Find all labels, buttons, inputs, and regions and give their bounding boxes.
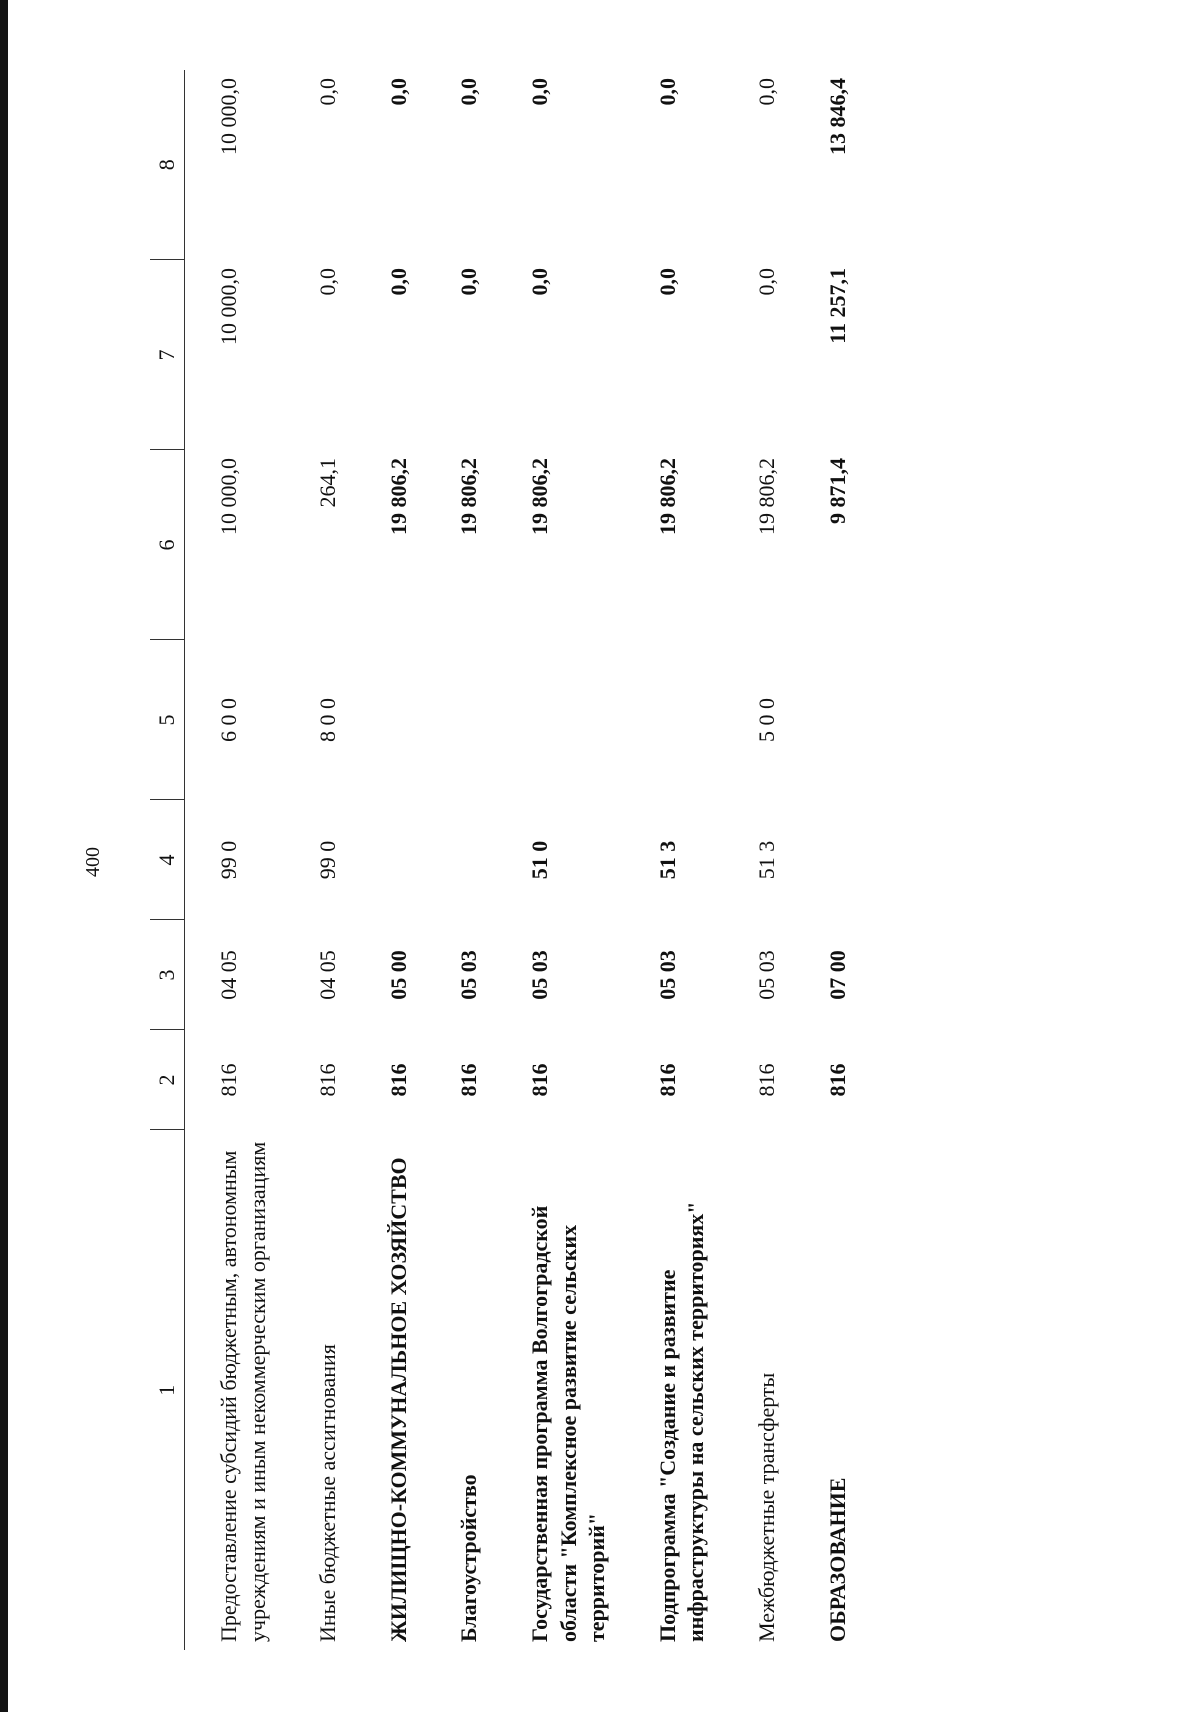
row-c7: 11 257,1 [824,268,850,344]
table-row [624,70,723,1650]
row-c8: 0,0 [456,78,482,106]
row-c2: 816 [315,1063,341,1097]
row-c2: 816 [526,1063,552,1097]
row-c5 [496,640,624,800]
row-c8: 0,0 [654,78,680,106]
table-row [496,70,624,1650]
header-cell: 1 [150,1130,185,1650]
row-c3: 05 03 [526,950,552,1000]
row-c7: 0,0 [753,268,779,296]
row-c8: 13 846,4 [824,78,850,155]
row-c3: 05 03 [654,950,680,1000]
row-c3: 05 03 [456,950,482,1000]
row-c5: 5 0 0 [753,698,779,742]
row-name: Иные бюджетные ассигнования [315,1344,341,1642]
row-name: Государственная программа Волгоградской области "Комплексное развитие сельских территорий" [526,1205,610,1642]
row-c2: 816 [753,1063,779,1097]
header-cell: 2 [150,1030,185,1130]
row-c6: 19 806,2 [526,458,552,535]
row-c4: 51 0 [526,840,552,880]
row-c6: 19 806,2 [753,458,779,535]
table-row [355,70,426,1650]
row-c6: 19 806,2 [385,458,411,535]
row-c3: 07 00 [824,950,850,1000]
row-c6: 10 000,0 [216,458,241,535]
row-c3: 04 05 [216,950,241,1000]
row-c5 [355,640,426,800]
row-c4: 99 0 [216,840,241,880]
row-c6: 264,1 [315,458,341,508]
row-c5 [624,640,723,800]
row-c3: 05 03 [753,950,779,1000]
row-c8: 0,0 [526,78,552,106]
header-cell: 8 [150,70,185,260]
row-c4: 51 3 [753,840,779,880]
row-c2: 816 [824,1063,850,1097]
row-c5: 6 0 0 [216,698,241,742]
header-cell: 4 [150,800,185,920]
row-c7: 0,0 [526,268,552,296]
row-c5 [425,640,496,800]
row-c4 [355,800,426,920]
row-c6: 19 806,2 [654,458,680,535]
row-c7: 0,0 [315,268,341,296]
row-name: Подпрограмма "Создание и развитие инфраструктуры на сельских территориях" [654,1201,709,1642]
row-c7: 0,0 [385,268,411,296]
table-row [284,70,355,1650]
row-c4: 99 0 [315,840,341,880]
header-cell: 6 [150,450,185,640]
row-c8: 0,0 [753,78,779,106]
header-cell: 3 [150,920,185,1030]
row-c8: 0,0 [385,78,411,106]
row-c2: 816 [654,1063,680,1097]
header-cell: 5 [150,640,185,800]
rotated-table-container [150,70,1050,1650]
table-row [794,70,865,1650]
table-row [185,70,285,1650]
row-c2: 816 [216,1063,241,1097]
row-c3: 04 05 [315,950,341,1000]
row-c8: 0,0 [315,78,341,106]
row-name: Благоустройство [456,1474,482,1642]
row-c5 [794,640,865,800]
row-c2: 816 [456,1063,482,1097]
row-c7: 10 000,0 [216,268,241,345]
row-c6: 9 871,4 [824,458,850,524]
header-cell: 7 [150,260,185,450]
row-name: ЖИЛИЩНО-КОММУНАЛЬНОЕ ХОЗЯЙСТВО [385,1157,411,1642]
budget-table [150,70,864,1650]
row-c4: 51 3 [654,840,680,880]
row-c2: 816 [385,1063,411,1097]
table-header-row [150,70,185,1650]
row-name: ОБРАЗОВАНИЕ [824,1477,850,1642]
row-c5: 8 0 0 [315,698,341,742]
scan-left-edge [0,0,8,1712]
row-c3: 05 00 [385,950,411,1000]
row-name: Межбюджетные трансферты [753,1372,779,1642]
table-row [723,70,794,1650]
row-c4 [425,800,496,920]
row-c6: 19 806,2 [456,458,482,535]
row-c7: 0,0 [456,268,482,296]
page-number: 400 [82,847,104,877]
row-c4 [794,800,865,920]
row-c8: 10 000,0 [216,78,241,155]
row-c7: 0,0 [654,268,680,296]
table-row [425,70,496,1650]
row-name: Предоставление субсидий бюджетным, автономным учреждениям и иным некоммерческим организациям [216,1141,270,1642]
